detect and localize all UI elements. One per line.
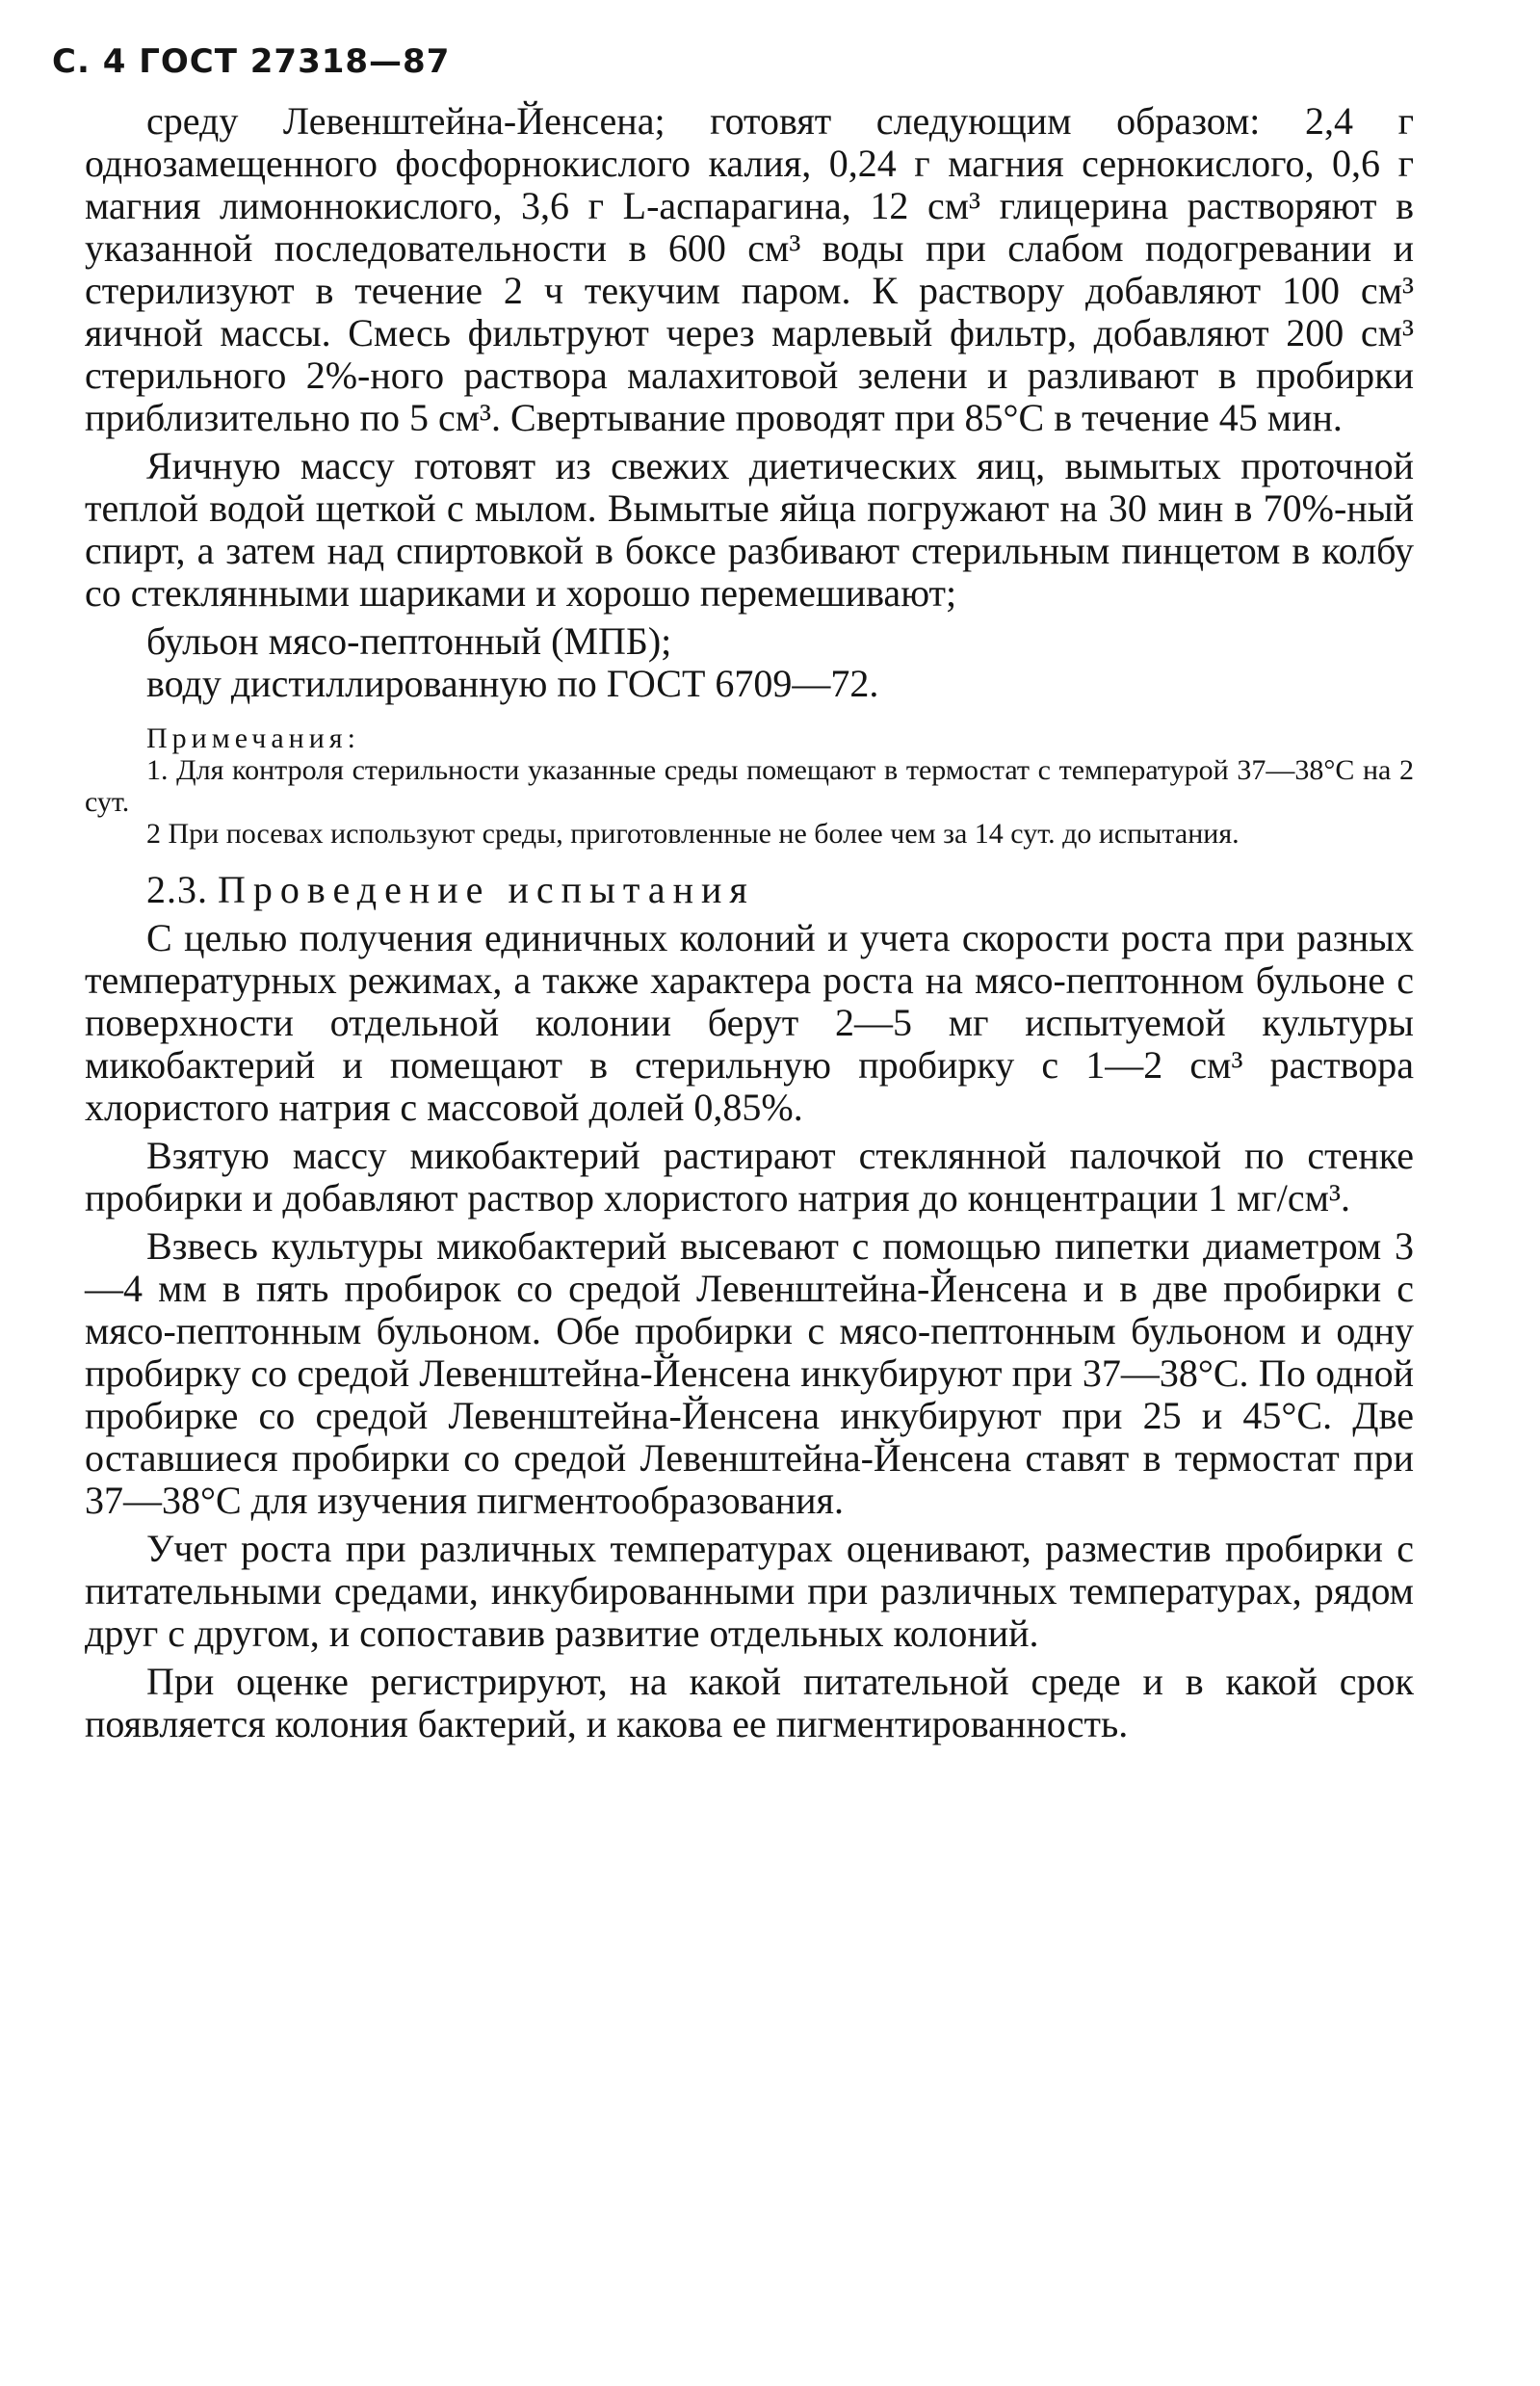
section-heading: [85, 869, 1414, 911]
paragraph-growth-assessment: Учет роста при различных температурах оценивают, разместив пробирки с питательными средами, инкубированными при различных температурах, рядом друг с другом, и сопоставив развитие отдельных колоний.: [85, 1527, 1414, 1655]
list-item-water: воду дистиллированную по ГОСТ 6709—72.: [146, 662, 879, 705]
paragraph-suspension: Взятую массу микобактерий растирают стеклянной палочкой по стенке пробирки и добавляют раствор хлористого натрия до концентрации 1 мг/см³.: [85, 1134, 1414, 1219]
notes-block: [85, 722, 1414, 850]
notes-title: Примечания:: [146, 722, 360, 754]
section-title: Проведение испытания: [218, 868, 755, 911]
document-body: [85, 100, 1414, 1751]
list-item-broth: бульон мясо-пептонный (МПБ);: [146, 619, 672, 663]
note-2: 2 При посевах используют среды, приготовленные не более чем за 14 сут. до испытания.: [146, 818, 1240, 850]
page-header: С. 4 ГОСТ 27318—87: [52, 42, 451, 81]
note-1: 1. Для контроля стерильности указанные среды помещают в термостат с температурой 37—38°С на 2 сут.: [85, 754, 1414, 818]
paragraph-registration: При оценке регистрируют, на какой питательной среде и в какой срок появляется колония бактерий, и какова ее пигментированность.: [85, 1660, 1414, 1745]
paragraph-medium-recipe: среду Левенштейна-Йенсена; готовят следующим образом: 2,4 г однозамещенного фосфорнокислого калия, 0,24 г магния сернокислого, 0,6 г магния лимоннокислого, 3,6 г L-аспарагина, 12 см³ глицерина растворяют в указанной последовательности в 600 см³ воды при слабом подогревании и стерилизуют в течение 2 ч текучим паром. К раствору добавляют 100 см³ яичной массы. Смесь фильтруют через марлевый фильтр, добавляют 200 см³ стерильного 2%-ного раствора малахитовой зелени и разливают в пробирки приблизительно по 5 см³. Свертывание проводят при 85°С в течение 45 мин.: [85, 99, 1414, 439]
paragraph-inoculation: Взвесь культуры микобактерий высевают с помощью пипетки диаметром 3—4 мм в пять пробирок со средой Левенштейна-Йенсена и в две пробирки с мясо-пептонным бульоном. Обе пробирки с мясо-пептонным бульоном и одну пробирку со средой Левенштейна-Йенсена инкубируют при 37—38°С. По одной пробирке со средой Левенштейна-Йенсена инкубируют при 25 и 45°С. Две оставшиеся пробирки со средой Левенштейна-Йенсена ставят в термостат при 37—38°С для изучения пигментообразования.: [85, 1224, 1414, 1522]
paragraph-sampling: С целью получения единичных колоний и учета скорости роста при разных температурных режимах, а также характера роста на мясо-пептонном бульоне с поверхности отдельной колонии берут 2—5 мг испытуемой культуры микобактерий и помещают в стерильную пробирку с 1—2 см³ раствора хлористого натрия с массовой долей 0,85%.: [85, 916, 1414, 1129]
section-number: 2.3.: [146, 868, 208, 911]
paragraph-egg-mass: Яичную массу готовят из свежих диетических яиц, вымытых проточной теплой водой щеткой с мылом. Вымытые яйца погружают на 30 мин в 70%-ный спирт, а затем над спиртовкой в боксе разбивают стерильным пинцетом в колбу со стеклянными шариками и хорошо перемешивают;: [85, 444, 1414, 615]
